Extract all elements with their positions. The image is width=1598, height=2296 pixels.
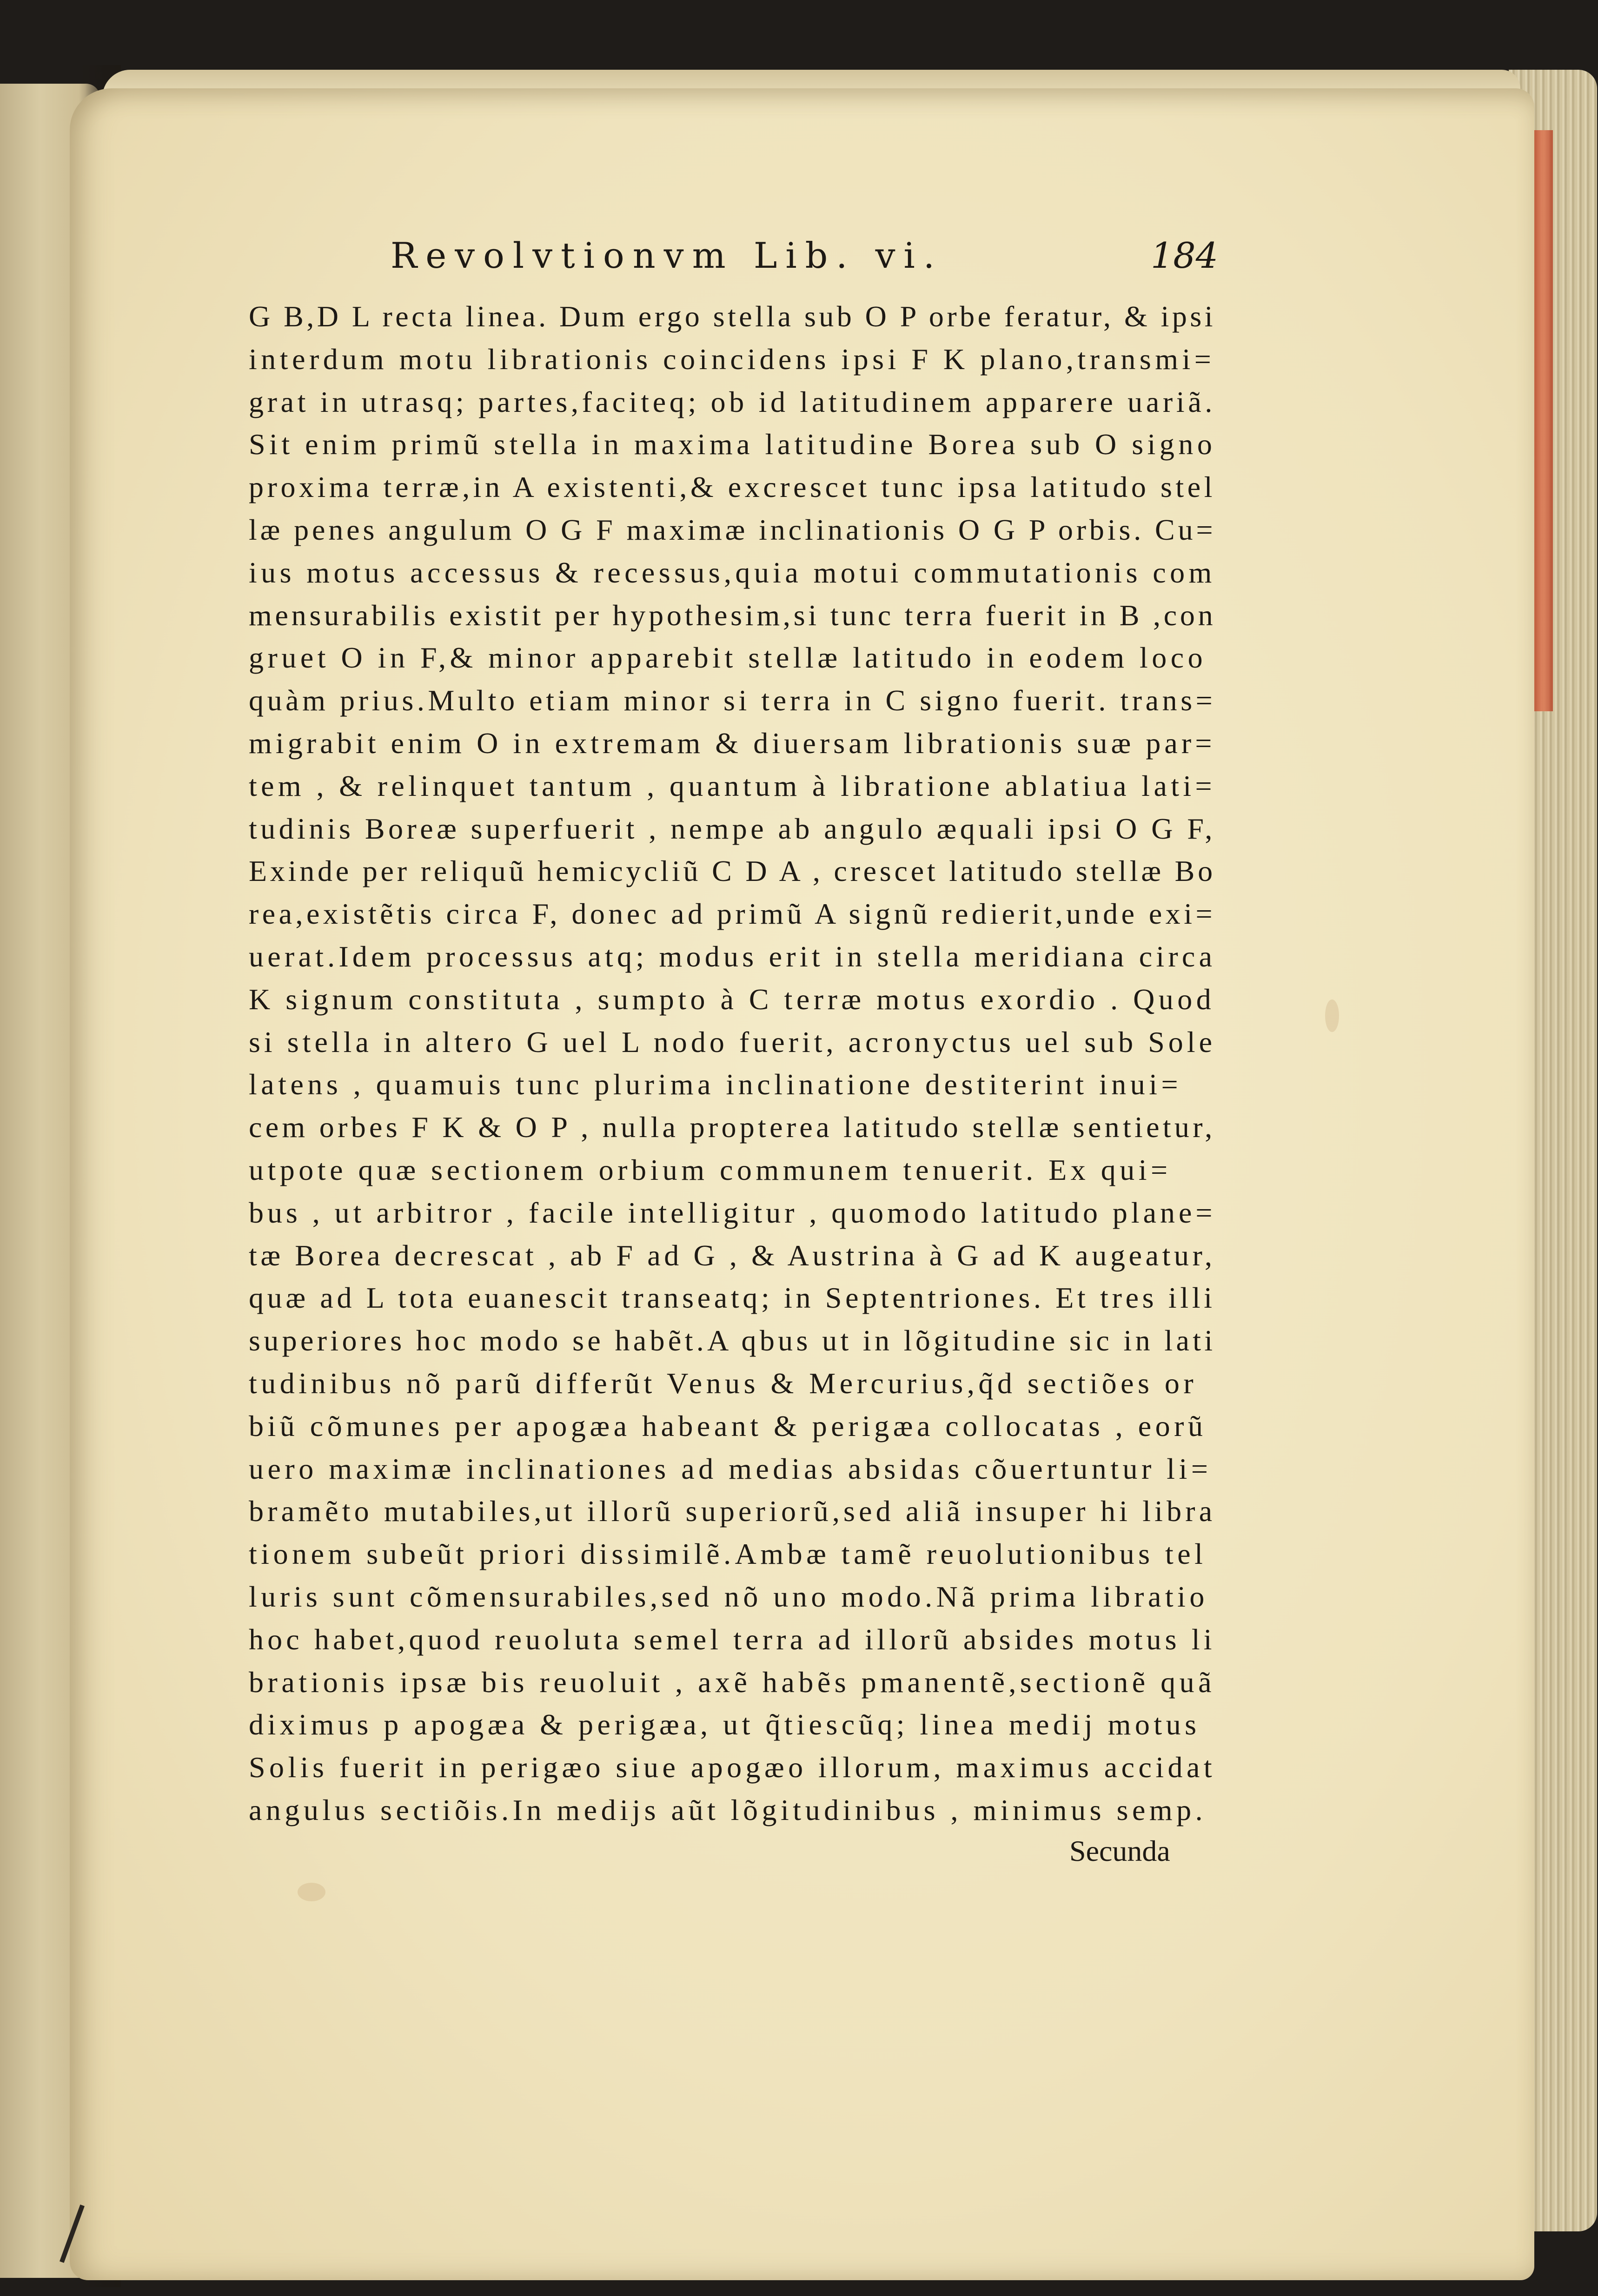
text-line: luris sunt cõmensurabiles,sed nõ uno modo.Nã prima libratio (249, 1580, 1208, 1613)
text-line: tudinibus nõ parũ differũt Venus & Mercurius,q̃d sectiões or (249, 1366, 1198, 1400)
text-line: diximus p apogæa & perigæa, ut q̃tiescũq; linea medij motus (249, 1708, 1200, 1741)
text-line: superiores hoc modo se habẽt.A qbus ut in lõgitudine sic in lati (249, 1324, 1216, 1357)
text-line: hoc habet,quod reuoluta semel terra ad illorũ absides motus li (249, 1622, 1216, 1656)
catchword: Secunda (1069, 1834, 1170, 1867)
text-line: G B,D L recta linea. Dum ergo stella sub O P orbe feratur, & ipsi (249, 300, 1216, 333)
page-number: 184 (1150, 235, 1218, 276)
text-line: interdum motu librationis coincidens ipsi F K plano,transmi= (249, 342, 1215, 376)
text-line: migrabit enim O in extremam & diuersam librationis suæ par= (249, 726, 1216, 760)
text-line: proxima terræ,in A existenti,& excrescet tunc ipsa latitudo stel (249, 470, 1216, 504)
red-page-edge (1534, 130, 1553, 711)
text-line: uero maximæ inclinationes ad medias absidas cõuertuntur li= (249, 1452, 1212, 1485)
text-line: tæ Borea decrescat , ab F ad G , & Austrina à G ad K augeatur, (249, 1238, 1216, 1272)
text-line: quæ ad L tota euanescit transeatq; in Septentriones. Et tres illi (249, 1281, 1216, 1315)
text-line: tudinis Boreæ superfuerit , nempe ab angulo æquali ipsi O G F, (249, 812, 1216, 845)
text-line: latens , quamuis tunc plurima inclinatione destiterint inui= (249, 1068, 1182, 1101)
text-line: mensurabilis existit per hypothesim,si tunc terra fuerit in B ,con (249, 598, 1216, 632)
text-body (249, 295, 1216, 1832)
text-line: angulus sectiõis.In medijs aũt lõgitudinibus , minimus semp. (249, 1793, 1207, 1826)
text-line: quàm prius.Multo etiam minor si terra in C signo fuerit. trans= (249, 684, 1216, 717)
text-line: biũ cõmunes per apogæa habeant & perigæa collocatas , eorũ (249, 1409, 1207, 1442)
text-line: tem , & relinquet tantum , quantum à libratione ablatiua lati= (249, 769, 1216, 802)
running-head: Revolvtionvm Lib. vi. (391, 235, 943, 276)
text-line: uerat.Idem processus atq; modus erit in stella meridiana circa (249, 940, 1216, 973)
foxing-spot (1325, 999, 1339, 1032)
text-line: tionem subeũt priori dissimilẽ.Ambæ tamẽ reuolutionibus tel (249, 1537, 1207, 1571)
text-line: gruet O in F,& minor apparebit stellæ latitudo in eodem loco (249, 641, 1207, 675)
text-line: si stella in altero G uel L nodo fuerit, acronyctus uel sub Sole (249, 1025, 1216, 1059)
text-line: bramẽto mutabiles,ut illorũ superiorũ,sed aliã insuper hi libra (249, 1495, 1216, 1528)
text-line: cem orbes F K & O P , nulla propterea latitudo stellæ sentietur, (249, 1111, 1216, 1144)
text-line: utpote quæ sectionem orbium communem tenuerit. Ex qui= (249, 1153, 1172, 1186)
text-line: Solis fuerit in perigæo siue apogæo illorum, maximus accidat (249, 1751, 1216, 1784)
page-header (391, 235, 1218, 291)
text-line: Exinde per reliquũ hemicycliũ C D A , crescet latitudo stellæ Bo (249, 854, 1216, 888)
text-line: bus , ut arbitror , facile intelligitur , quomodo latitudo plane= (249, 1196, 1216, 1229)
text-line: rea,existẽtis circa F, donec ad primũ A signũ redierit,unde exi= (249, 897, 1216, 931)
text-line: brationis ipsæ bis reuoluit , axẽ habẽs pmanentẽ,sectionẽ quã (249, 1665, 1215, 1699)
text-line: Sit enim primũ stella in maxima latitudine Borea sub O signo (249, 428, 1216, 461)
text-line: ius motus accessus & recessus,quia motui commutationis com (249, 556, 1216, 589)
text-line: læ penes angulum O G F maximæ inclinationis O G P orbis. Cu= (249, 513, 1216, 546)
text-line: grat in utrasq; partes,faciteq; ob id latitudinem apparere uariã. (249, 385, 1216, 418)
text-line: K signum constituta , sumpto à C terræ motus exordio . Quod (249, 982, 1215, 1016)
foxing-spot (298, 1883, 325, 1901)
